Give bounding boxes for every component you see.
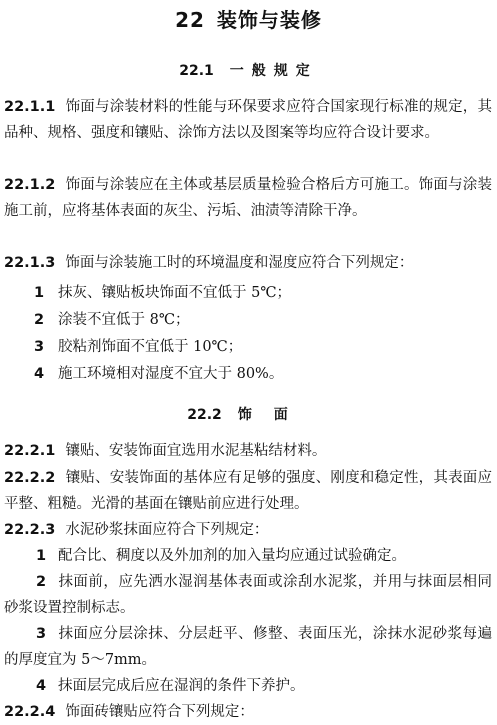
section-name: 饰面 xyxy=(237,407,310,423)
clause-22-1-1 xyxy=(4,94,492,146)
clause-text: 镶贴、安装饰面的基体应有足够的强度、刚度和稳定性，其表面应平整、粗糙。光滑的基面在镶贴前应进行处理。 xyxy=(4,470,492,512)
clause-22-2-4 xyxy=(4,699,492,725)
clause-22-1-3 xyxy=(4,250,492,276)
list-item xyxy=(34,307,490,333)
clause-22-1-2 xyxy=(4,172,492,224)
item-number: 2 xyxy=(36,574,47,590)
item-text: 涂装不宜低于 8℃； xyxy=(58,312,190,328)
item-number: 3 xyxy=(36,626,47,642)
clause-number: 22.1.3 xyxy=(4,255,56,271)
list-item xyxy=(34,334,490,360)
list-item xyxy=(4,543,492,569)
item-number: 2 xyxy=(34,312,45,328)
clause-text: 镶贴、安装饰面宜选用水泥基粘结材料。 xyxy=(65,443,327,459)
clause-22-2-1 xyxy=(4,438,492,464)
clause-22-2-2 xyxy=(4,465,492,517)
item-text: 抹灰、镶贴板块饰面不宜低于 5℃； xyxy=(58,285,292,301)
item-text: 施工环境相对湿度不宜大于 80%。 xyxy=(58,366,284,382)
list-item xyxy=(4,621,492,673)
clause-number: 22.1.1 xyxy=(4,99,56,115)
section-heading-22-2 xyxy=(0,404,497,424)
clause-text: 饰面与涂装应在主体或基层质量检验合格后方可施工。饰面与涂装施工前，应将基体表面的灰尘、污垢、油渍等清除干净。 xyxy=(4,177,492,219)
clause-22-2-3 xyxy=(4,517,492,543)
clause-number: 22.1.2 xyxy=(4,177,56,193)
list-item xyxy=(34,280,490,306)
clause-number: 22.2.1 xyxy=(4,443,56,459)
item-text: 抹面前，应先洒水湿润基体表面或涂刮水泥浆，并用与抹面层相同砂浆设置控制标志。 xyxy=(4,574,492,616)
item-number: 4 xyxy=(36,678,47,694)
list-item xyxy=(34,361,490,387)
item-number: 3 xyxy=(34,339,45,355)
clause-text: 饰面与涂装材料的性能与环保要求应符合国家现行标准的规定，其品种、规格、强度和镶贴、涂饰方法以及图案等均应符合设计要求。 xyxy=(4,99,492,141)
list-item xyxy=(4,673,492,699)
item-text: 抹面层完成后应在湿润的条件下养护。 xyxy=(58,678,305,694)
clause-text: 饰面砖镶贴应符合下列规定： xyxy=(65,704,254,720)
item-text: 配合比、稠度以及外加剂的加入量均应通过试验确定。 xyxy=(58,548,406,564)
clause-text: 饰面与涂装施工时的环境温度和湿度应符合下列规定： xyxy=(65,255,414,271)
section-heading-22-1 xyxy=(0,60,497,80)
item-text: 抹面应分层涂抹、分层赶平、修整、表面压光，涂抹水泥砂浆每遍的厚度宜为 5～7mm。 xyxy=(4,626,492,668)
section-number: 22.1 xyxy=(179,63,214,79)
item-text: 胶粘剂饰面不宜低于 10℃； xyxy=(58,339,243,355)
chapter-name: 装饰与装修 xyxy=(216,8,322,32)
chapter-number: 22 xyxy=(175,8,205,32)
clause-number: 22.2.2 xyxy=(4,470,56,486)
item-number: 1 xyxy=(36,548,47,564)
clause-number: 22.2.3 xyxy=(4,522,56,538)
section-name: 一般规定 xyxy=(229,63,318,79)
chapter-title xyxy=(0,4,497,33)
clause-text: 水泥砂浆抹面应符合下列规定： xyxy=(65,522,269,538)
section-number: 22.2 xyxy=(187,407,222,423)
clause-number: 22.2.4 xyxy=(4,704,56,720)
list-item xyxy=(4,569,492,621)
item-number: 1 xyxy=(34,285,45,301)
item-number: 4 xyxy=(34,366,45,382)
